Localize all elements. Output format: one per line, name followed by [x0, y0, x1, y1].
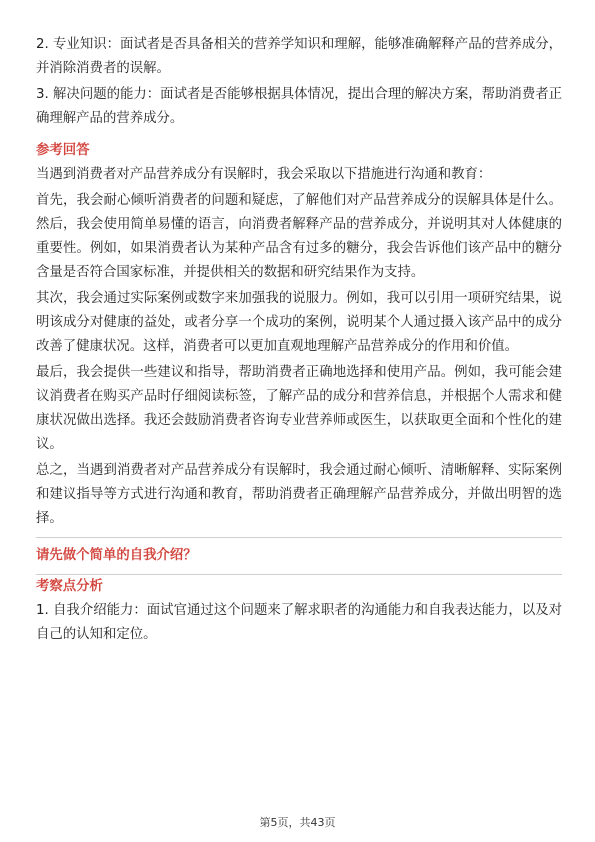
- intro-point-professional-knowledge: 2. 专业知识：面试者是否具备相关的营养学知识和理解，能够准确解释产品的营养成分，并消除消费者的误解。: [36, 37, 562, 76]
- analysis-heading: 考察点分析: [36, 579, 103, 594]
- answer-paragraph-last: 最后，我会提供一些建议和指导，帮助消费者正确地选择和使用产品。例如，我可能会建议消费者在购买产品时仔细阅读标签，了解产品的成分和营养信息，并根据个人需求和健康状况做出选择。我还会鼓励消费者咨询专业营养师或医生，以获取更全面和个性化的建议。: [36, 365, 562, 452]
- question-title: 请先做个简单的自我介绍？: [36, 548, 197, 563]
- page-content: [36, 33, 562, 649]
- analysis-point-self-intro: 1. 自我介绍能力：面试官通过这个问题来了解求职者的沟通能力和自我表达能力，以及对自己的认知和定位。: [36, 603, 562, 642]
- section-divider: [36, 537, 562, 538]
- answer-paragraph-summary: 总之，当遇到消费者对产品营养成分有误解时，我会通过耐心倾听、清晰解释、实际案例和建议指导等方式进行沟通和教育，帮助消费者正确理解产品营养成分，并做出明智的选择。: [36, 463, 562, 526]
- page-number-footer: 第5页，共43页: [259, 816, 336, 829]
- answer-paragraph-first: 首先，我会耐心倾听消费者的问题和疑虑，了解他们对产品营养成分的误解具体是什么。然后，我会使用简单易懂的语言，向消费者解释产品的营养成分，并说明其对人体健康的重要性。例如，如果消费者认为某种产品含有过多的糖分，我会告诉他们该产品中的糖分含量是否符合国家标准，并提供相关的数据和研究结果作为支持。: [36, 193, 562, 280]
- answer-paragraph-intro: 当遇到消费者对产品营养成分有误解时，我会采取以下措施进行沟通和教育：: [36, 167, 492, 182]
- answer-paragraph-second: 其次，我会通过实际案例或数字来加强我的说服力。例如，我可以引用一项研究结果，说明该成分对健康的益处，或者分享一个成功的案例，说明某个人通过摄入该产品中的成分改善了健康状况。这样，消费者可以更加直观地理解产品营养成分的作用和价值。: [36, 291, 562, 354]
- answer-heading: 参考回答: [36, 143, 90, 158]
- intro-point-problem-solving: 3. 解决问题的能力：面试者是否能够根据具体情况，提出合理的解决方案，帮助消费者正确理解产品的营养成分。: [36, 87, 562, 126]
